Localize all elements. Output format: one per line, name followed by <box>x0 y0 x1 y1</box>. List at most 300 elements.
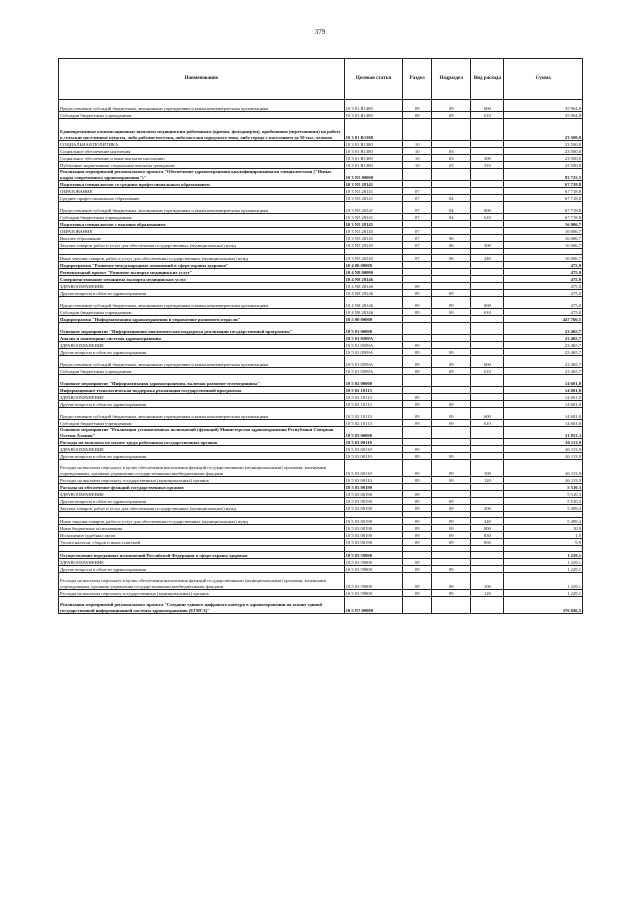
table-row <box>59 242 583 249</box>
target-cell: 10 5 03 00190 <box>344 525 403 532</box>
subsection-cell: 09 <box>432 525 471 532</box>
subsection-cell: 03 <box>432 148 471 155</box>
subsection-cell <box>432 394 471 401</box>
subsection-cell: 09 <box>432 297 471 309</box>
sum-cell: 23 500,0 <box>504 119 583 141</box>
target-cell: 10 5 02 10113 <box>344 408 403 420</box>
expense-type-cell <box>471 484 504 491</box>
subsection-cell <box>432 427 471 439</box>
table-row <box>59 387 583 394</box>
target-cell: 10 5 00 00000 <box>344 316 403 323</box>
expense-type-cell: 120 <box>471 590 504 597</box>
expense-type-cell: 600 <box>471 202 504 214</box>
section-cell <box>403 221 432 228</box>
section-cell: 10 <box>403 141 432 148</box>
table-row <box>59 590 583 597</box>
subsection-cell <box>432 323 471 335</box>
name-cell: Субсидии бюджетным учреждениям <box>59 112 345 119</box>
sum-cell: 26 113,9 <box>504 460 583 477</box>
target-cell: 10 3 N5 28141 <box>344 202 403 214</box>
expense-type-cell: 610 <box>471 112 504 119</box>
expense-type-cell: 600 <box>471 356 504 368</box>
section-cell <box>403 323 432 335</box>
section-cell <box>403 427 432 439</box>
subsection-cell: 09 <box>432 460 471 477</box>
table-row <box>59 290 583 297</box>
expense-type-cell: 800 <box>471 525 504 532</box>
sum-cell: 67 718,8 <box>504 181 583 188</box>
target-cell: 10 5 01 00000 <box>344 323 403 335</box>
section-cell: 09 <box>403 573 432 590</box>
sum-cell: 35 964,8 <box>504 112 583 119</box>
sum-cell: 23 500,0 <box>504 155 583 162</box>
sum-cell: 475,0 <box>504 290 583 297</box>
name-cell: ОБРАЗОВАНИЕ <box>59 188 345 195</box>
table-row <box>59 162 583 169</box>
sum-cell: 26 113,9 <box>504 453 583 460</box>
subsection-cell: 04 <box>432 195 471 202</box>
subsection-cell: 09 <box>432 290 471 297</box>
target-cell: 10 5 03 00110 <box>344 446 403 453</box>
name-cell: Подготовка специалистов со средним профессиональным образованием <box>59 181 345 188</box>
expense-type-cell: 610 <box>471 368 504 375</box>
sum-cell: 14 601,0 <box>504 408 583 420</box>
subsection-cell: 03 <box>432 162 471 169</box>
sum-cell: 447 766,5 <box>504 316 583 323</box>
header-name: Наименование <box>59 59 345 100</box>
section-cell <box>403 387 432 394</box>
section-cell: 09 <box>403 100 432 112</box>
section-cell: 09 <box>403 349 432 356</box>
name-cell: Другие вопросы в области здравоохранения <box>59 498 345 505</box>
expense-type-cell: 100 <box>471 460 504 477</box>
sum-cell: 67 718,8 <box>504 188 583 195</box>
table-row <box>59 335 583 342</box>
target-cell: 10 3 N5 28145 <box>344 221 403 228</box>
section-cell: 09 <box>403 559 432 566</box>
subsection-cell <box>432 221 471 228</box>
table-row <box>59 566 583 573</box>
table-row <box>59 323 583 335</box>
name-cell: Другие вопросы в области здравоохранения <box>59 453 345 460</box>
section-cell: 09 <box>403 394 432 401</box>
table-row <box>59 148 583 155</box>
section-cell <box>403 276 432 283</box>
sum-cell: 26 113,9 <box>504 439 583 446</box>
section-cell: 10 <box>403 155 432 162</box>
name-cell: Другие вопросы в области здравоохранения <box>59 290 345 297</box>
expense-type-cell <box>471 453 504 460</box>
target-cell: 10 5 03 00110 <box>344 477 403 484</box>
name-cell: ЗДРАВООХРАНЕНИЕ <box>59 342 345 349</box>
table-row <box>59 221 583 228</box>
expense-type-cell: 240 <box>471 518 504 525</box>
section-cell <box>403 597 432 614</box>
table-row <box>59 316 583 323</box>
name-cell: Региональный проект "Развитие экспорта медицинских услуг" <box>59 269 345 276</box>
name-cell: Подпрограмма "Развитие международных отношений в сфере охраны здоровья" <box>59 262 345 269</box>
name-cell: ЗДРАВООХРАНЕНИЕ <box>59 559 345 566</box>
sum-cell: 475,0 <box>504 276 583 283</box>
name-cell: Расходы на выплаты персоналу государственных (муниципальных) органов <box>59 590 345 597</box>
sum-cell: 83 725,5 <box>504 169 583 181</box>
subsection-cell: 09 <box>432 408 471 420</box>
target-cell: 10 4 N8 28146 <box>344 276 403 283</box>
subsection-cell: 09 <box>432 100 471 112</box>
expense-type-cell <box>471 119 504 141</box>
subsection-cell <box>432 439 471 446</box>
header-expense-type: Вид расхода <box>471 59 504 100</box>
table-header-row <box>59 59 583 100</box>
table-row <box>59 498 583 505</box>
expense-type-cell: 830 <box>471 532 504 539</box>
target-cell: 10 3 N5 28141 <box>344 181 403 188</box>
subsection-cell: 09 <box>432 532 471 539</box>
expense-type-cell <box>471 401 504 408</box>
section-cell: 09 <box>403 408 432 420</box>
name-cell: Среднее профессиональное образование <box>59 195 345 202</box>
name-cell: ОБРАЗОВАНИЕ <box>59 228 345 235</box>
sum-cell: 5 510,3 <box>504 491 583 498</box>
name-cell: Расходы на обеспечение функций государственных органов <box>59 484 345 491</box>
subsection-cell <box>432 141 471 148</box>
expense-type-cell: 600 <box>471 297 504 309</box>
expense-type-cell <box>471 290 504 297</box>
name-cell: Иные закупки товаров, работ и услуг для обеспечения государственных (муниципальных) нужд <box>59 518 345 525</box>
section-cell <box>403 269 432 276</box>
expense-type-cell <box>471 195 504 202</box>
table-row <box>59 539 583 546</box>
section-cell: 09 <box>403 112 432 119</box>
sum-cell: 23 465,7 <box>504 335 583 342</box>
name-cell: ЗДРАВООХРАНЕНИЕ <box>59 491 345 498</box>
name-cell: Основное мероприятие "Информатизация здравоохранения, включая развитие телемедицины" <box>59 375 345 387</box>
table-row <box>59 100 583 112</box>
table-row <box>59 439 583 446</box>
section-cell: 09 <box>403 539 432 546</box>
target-cell: 10 3 01 R1380 <box>344 155 403 162</box>
subsection-cell <box>432 375 471 387</box>
section-cell: 09 <box>403 453 432 460</box>
name-cell: Осуществление переданных полномочий Российской Федерации в сфере охраны здоровья <box>59 552 345 559</box>
expense-type-cell: 600 <box>471 408 504 420</box>
target-cell: 10 3 N5 28141 <box>344 214 403 221</box>
name-cell: Расходы на выплаты по оплате труда работников государственных органов <box>59 439 345 446</box>
target-cell: 10 3 01 R1480 <box>344 112 403 119</box>
table-row <box>59 276 583 283</box>
target-cell: 10 5 03 00000 <box>344 427 403 439</box>
subsection-cell: 06 <box>432 255 471 262</box>
section-cell: 10 <box>403 162 432 169</box>
target-cell: 10 5 01 0509A <box>344 335 403 342</box>
expense-type-cell <box>471 269 504 276</box>
expense-type-cell: 120 <box>471 477 504 484</box>
name-cell: Другие вопросы в области здравоохранения <box>59 349 345 356</box>
table-row <box>59 394 583 401</box>
table-body <box>59 100 583 614</box>
header-target: Целевая статья <box>344 59 403 100</box>
section-cell <box>403 484 432 491</box>
sum-cell: 475,0 <box>504 262 583 269</box>
section-cell: 09 <box>403 368 432 375</box>
name-cell: Предоставление субсидий бюджетным, автономным учреждениям и иным некоммерческим организациям <box>59 297 345 309</box>
name-cell: Реализация мероприятий регионального проекта "Обеспечение здравоохранения квалифицированными специалистами ("Новые кадры современного здравоохранения")" <box>59 169 345 181</box>
target-cell: 10 3 01 R1480 <box>344 100 403 112</box>
target-cell: 10 5 03 00110 <box>344 439 403 446</box>
expense-type-cell <box>471 559 504 566</box>
target-cell: 10 5 03 00190 <box>344 532 403 539</box>
table-row <box>59 349 583 356</box>
subsection-cell: 09 <box>432 518 471 525</box>
name-cell: Другие вопросы в области здравоохранения <box>59 401 345 408</box>
sum-cell: 376 846,5 <box>504 597 583 614</box>
table-row <box>59 119 583 141</box>
sum-cell: 14 601,0 <box>504 375 583 387</box>
expense-type-cell: 300 <box>471 155 504 162</box>
section-cell <box>403 439 432 446</box>
name-cell: Закупка товаров, работ и услуг для обеспечения государственных (муниципальных) нужд <box>59 505 345 512</box>
subsection-cell: 03 <box>432 155 471 162</box>
expense-type-cell <box>471 283 504 290</box>
target-cell: 10 4 N8 28146 <box>344 309 403 316</box>
table-row <box>59 408 583 420</box>
target-cell: 10 5 03 59800 <box>344 552 403 559</box>
section-cell: 07 <box>403 195 432 202</box>
target-cell: 10 5 03 00190 <box>344 539 403 546</box>
expense-type-cell <box>471 491 504 498</box>
expense-type-cell <box>471 566 504 573</box>
sum-cell: 10,9 <box>504 525 583 532</box>
subsection-cell: 09 <box>432 477 471 484</box>
target-cell: 10 5 01 0509A <box>344 368 403 375</box>
expense-type-cell <box>471 235 504 242</box>
table-row <box>59 427 583 439</box>
section-cell: 07 <box>403 242 432 249</box>
table-row <box>59 505 583 512</box>
sum-cell: 1 229,1 <box>504 590 583 597</box>
target-cell: 10 5 02 10113 <box>344 394 403 401</box>
sum-cell: 475,0 <box>504 309 583 316</box>
section-cell <box>403 375 432 387</box>
expense-type-cell <box>471 427 504 439</box>
expense-type-cell <box>471 181 504 188</box>
expense-type-cell <box>471 446 504 453</box>
name-cell: Субсидии бюджетным учреждениям <box>59 420 345 427</box>
table-row <box>59 169 583 181</box>
sum-cell: 5 499,4 <box>504 518 583 525</box>
expense-type-cell <box>471 188 504 195</box>
target-cell: 10 5 03 00190 <box>344 491 403 498</box>
name-cell: Основное мероприятие "Реализация установленных полномочий (функций) Министерства здравоохранения Республики Северная Осетия-Алания" <box>59 427 345 439</box>
target-cell: 10 5 02 10113 <box>344 420 403 427</box>
subsection-cell: 04 <box>432 214 471 221</box>
target-cell: 10 5 03 59800 <box>344 566 403 573</box>
sum-cell: 14 601,0 <box>504 394 583 401</box>
table-row <box>59 297 583 309</box>
target-cell: 10 5 03 59800 <box>344 559 403 566</box>
subsection-cell: 09 <box>432 356 471 368</box>
subsection-cell <box>432 597 471 614</box>
name-cell: Предоставление субсидий бюджетным, автономным учреждениям и иным некоммерческим организациям <box>59 356 345 368</box>
table-row <box>59 342 583 349</box>
section-cell: 07 <box>403 188 432 195</box>
name-cell: Основное мероприятие "Информационно-аналитическая поддержка реализации государственной программы" <box>59 323 345 335</box>
target-cell: 10 5 03 00190 <box>344 498 403 505</box>
table-row <box>59 460 583 477</box>
subsection-cell <box>432 446 471 453</box>
sum-cell: 475,0 <box>504 297 583 309</box>
table-row <box>59 356 583 368</box>
subsection-cell <box>432 552 471 559</box>
sum-cell: 23 465,7 <box>504 342 583 349</box>
table-row <box>59 525 583 532</box>
target-cell: 10 5 03 00190 <box>344 518 403 525</box>
target-cell: 10 5 02 10113 <box>344 401 403 408</box>
table-row <box>59 188 583 195</box>
subsection-cell <box>432 335 471 342</box>
header-subsection: Подраздел <box>432 59 471 100</box>
sum-cell: 16 006,7 <box>504 242 583 249</box>
expense-type-cell <box>471 498 504 505</box>
table-row <box>59 309 583 316</box>
name-cell: Уплата налогов, сборов и иных платежей <box>59 539 345 546</box>
subsection-cell: 09 <box>432 349 471 356</box>
table-row <box>59 420 583 427</box>
sum-cell: 23 465,7 <box>504 349 583 356</box>
subsection-cell: 09 <box>432 309 471 316</box>
target-cell: 10 5 03 00110 <box>344 460 403 477</box>
section-cell: 09 <box>403 532 432 539</box>
table-row <box>59 262 583 269</box>
subsection-cell: 04 <box>432 202 471 214</box>
subsection-cell <box>432 342 471 349</box>
target-cell: 10 5 03 59800 <box>344 573 403 590</box>
expense-type-cell: 100 <box>471 573 504 590</box>
expense-type-cell <box>471 387 504 394</box>
name-cell: Расходы на выплаты персоналу в целях обеспечения выполнения функций государственными (муниципальными) органами, казенными учреждениями, органами управления государственными внебюджетными фондами <box>59 460 345 477</box>
section-cell <box>403 335 432 342</box>
page-number: 379 <box>314 28 326 36</box>
sum-cell: 16 006,7 <box>504 228 583 235</box>
target-cell: 10 5 02 10113 <box>344 387 403 394</box>
header-sum: Сумма <box>504 59 583 100</box>
target-cell: 10 5 N7 00000 <box>344 597 403 614</box>
name-cell: Предоставление субсидий бюджетным, автономным учреждениям и иным некоммерческим организациям <box>59 408 345 420</box>
name-cell: Социальное обеспечение и иные выплаты населению <box>59 155 345 162</box>
target-cell: 10 3 01 R1380 <box>344 162 403 169</box>
sum-cell: 1,0 <box>504 532 583 539</box>
sum-cell: 475,0 <box>504 269 583 276</box>
table-row <box>59 181 583 188</box>
subsection-cell: 09 <box>432 401 471 408</box>
target-cell: 10 3 N5 28145 <box>344 242 403 249</box>
table-row <box>59 368 583 375</box>
subsection-cell <box>432 169 471 181</box>
expense-type-cell <box>471 221 504 228</box>
expense-type-cell <box>471 439 504 446</box>
name-cell: Субсидии бюджетным учреждениям <box>59 309 345 316</box>
table-row <box>59 453 583 460</box>
section-cell: 07 <box>403 255 432 262</box>
sum-cell: 5 510,3 <box>504 498 583 505</box>
expense-type-cell <box>471 141 504 148</box>
subsection-cell: 09 <box>432 453 471 460</box>
name-cell: Расходы на выплаты персоналу в целях обеспечения выполнения функций государственными (муниципальными) органами, казенными учреждениями, органами управления государственными внебюджетными фондами <box>59 573 345 590</box>
name-cell: Предоставление субсидий бюджетным, автономным учреждениям и иным некоммерческим организациям <box>59 202 345 214</box>
target-cell: 10 4 N8 28146 <box>344 290 403 297</box>
target-cell: 10 3 N5 28141 <box>344 195 403 202</box>
sum-cell: 23 465,7 <box>504 323 583 335</box>
sum-cell: 1 229,1 <box>504 566 583 573</box>
sum-cell: 67 718,8 <box>504 214 583 221</box>
subsection-cell: 06 <box>432 242 471 249</box>
subsection-cell: 09 <box>432 498 471 505</box>
name-cell: СОЦИАЛЬНАЯ ПОЛИТИКА <box>59 141 345 148</box>
name-cell: Исполнение судебных актов <box>59 532 345 539</box>
expense-type-cell <box>471 148 504 155</box>
sum-cell: 23 500,0 <box>504 141 583 148</box>
name-cell: Подготовка специалистов с высшим образованием <box>59 221 345 228</box>
section-cell: 10 <box>403 148 432 155</box>
table-row <box>59 155 583 162</box>
sum-cell: 14 601,0 <box>504 387 583 394</box>
target-cell: 10 4 N8 28146 <box>344 297 403 309</box>
target-cell: 10 5 03 00190 <box>344 505 403 512</box>
target-cell: 10 4 00 00000 <box>344 262 403 269</box>
name-cell: Расходы на выплаты персоналу государственных (муниципальных) органов <box>59 477 345 484</box>
table-row <box>59 375 583 387</box>
section-cell: 09 <box>403 290 432 297</box>
name-cell: ЗДРАВООХРАНЕНИЕ <box>59 446 345 453</box>
expense-type-cell <box>471 597 504 614</box>
table-row <box>59 228 583 235</box>
sum-cell: 23 465,7 <box>504 368 583 375</box>
name-cell: Высшее образование <box>59 235 345 242</box>
table-row <box>59 214 583 221</box>
subsection-cell <box>432 119 471 141</box>
table-row <box>59 518 583 525</box>
table-row <box>59 552 583 559</box>
table-row <box>59 141 583 148</box>
name-cell: ЗДРАВООХРАНЕНИЕ <box>59 394 345 401</box>
target-cell: 10 3 N5 28145 <box>344 228 403 235</box>
table-row <box>59 112 583 119</box>
table-row <box>59 401 583 408</box>
sum-cell: 31 853,3 <box>504 427 583 439</box>
table-row <box>59 477 583 484</box>
expense-type-cell <box>471 262 504 269</box>
section-cell: 09 <box>403 518 432 525</box>
expense-type-cell: 200 <box>471 242 504 249</box>
expense-type-cell <box>471 323 504 335</box>
table-row <box>59 255 583 262</box>
section-cell: 09 <box>403 401 432 408</box>
name-cell: Совершенствование механизма экспорта медицинских услуг <box>59 276 345 283</box>
subsection-cell <box>432 181 471 188</box>
name-cell: Иные закупки товаров, работ и услуг для обеспечения государственных (муниципальных) нужд <box>59 255 345 262</box>
expense-type-cell: 200 <box>471 505 504 512</box>
sum-cell: 35 964,8 <box>504 100 583 112</box>
section-cell <box>403 169 432 181</box>
target-cell: 10 3 N5 28145 <box>344 235 403 242</box>
target-cell: 10 3 01 R1380 <box>344 141 403 148</box>
target-cell: 10 3 N5 28141 <box>344 188 403 195</box>
subsection-cell <box>432 484 471 491</box>
section-cell: 09 <box>403 283 432 290</box>
section-cell: 09 <box>403 566 432 573</box>
table-row <box>59 446 583 453</box>
expense-type-cell <box>471 276 504 283</box>
